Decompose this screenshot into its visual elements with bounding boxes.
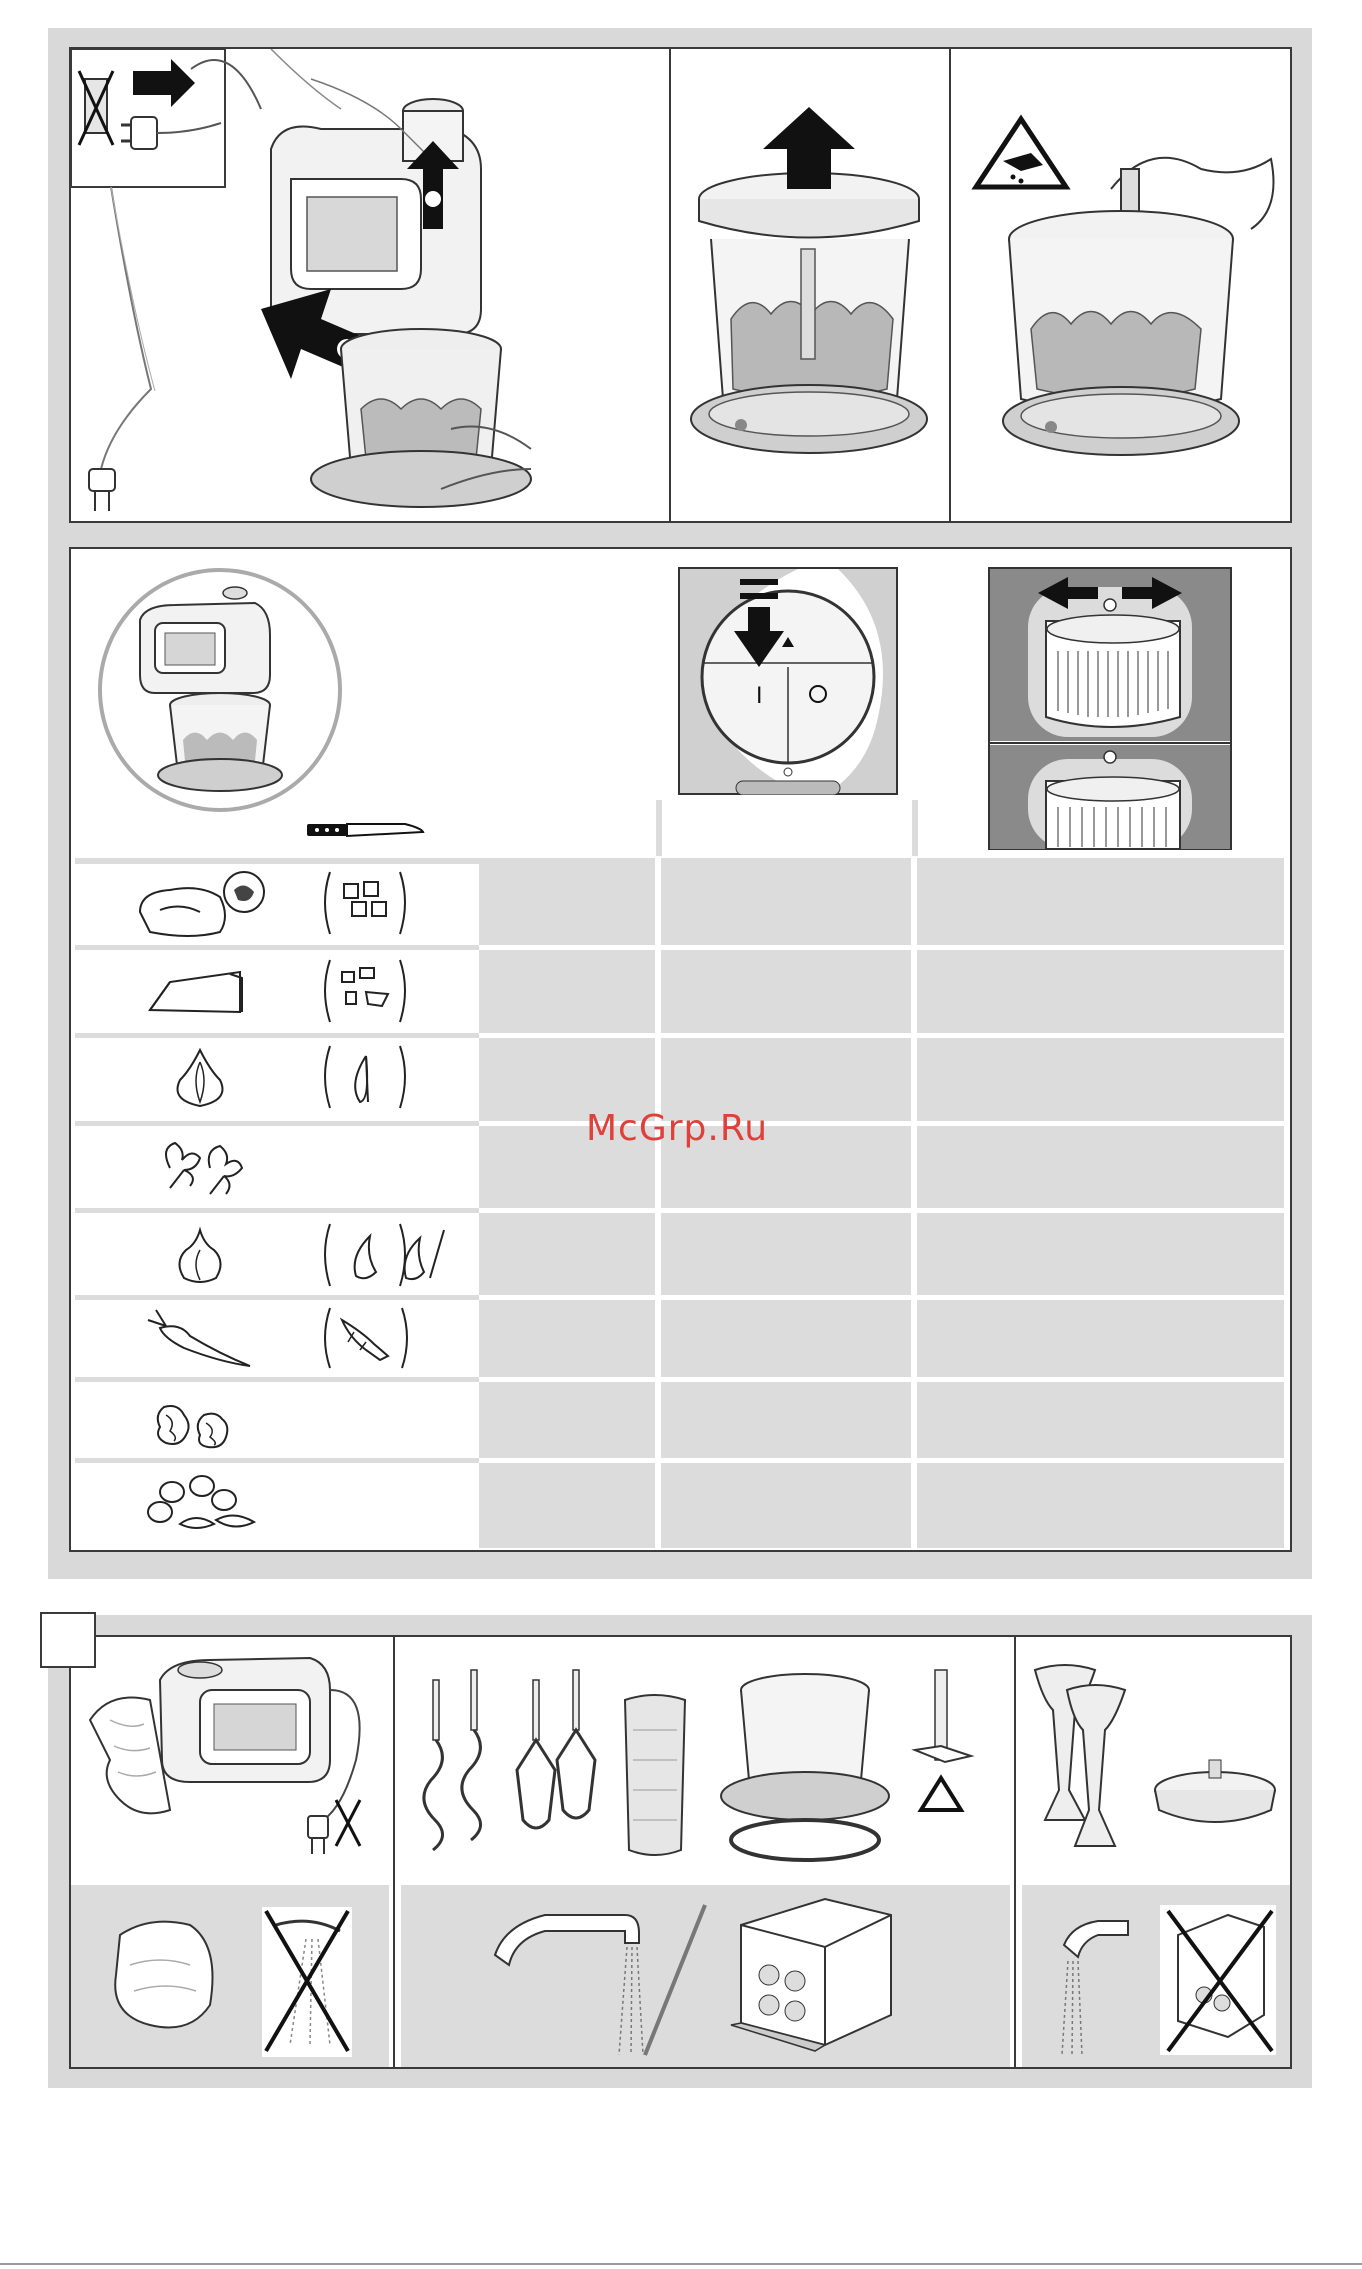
chopper-bowl-icon xyxy=(311,329,531,507)
food-row-sep-7 xyxy=(75,1458,479,1463)
bottom-grey-gap-1 xyxy=(389,1885,401,2067)
step-remove-motor xyxy=(71,49,668,521)
food-row-walnut xyxy=(130,1385,430,1457)
wipe-motor-icon xyxy=(90,1658,360,1854)
step-remove-blade xyxy=(951,49,1290,521)
food-row-sep-1 xyxy=(75,945,479,950)
data-row-sep-5 xyxy=(479,1295,1284,1300)
onion-slice-icon xyxy=(325,1046,405,1108)
watermark-text: McGrp.Ru xyxy=(586,1108,769,1149)
parsley-icon xyxy=(166,1143,242,1194)
step-remove-lid xyxy=(671,49,948,521)
mixer-chopper-icon xyxy=(100,570,340,810)
accessories-icon xyxy=(424,1670,971,1860)
carrot-slices-icon xyxy=(325,1308,407,1368)
data-row-sep-7 xyxy=(479,1458,1284,1463)
data-row-sep-2 xyxy=(479,1033,1284,1038)
speed-control-icon xyxy=(989,568,1231,849)
almond-icon xyxy=(148,1476,254,1528)
tap-small-icon xyxy=(1062,1921,1128,2055)
switch-off-icon xyxy=(679,568,897,795)
onion-icon xyxy=(178,1050,223,1106)
unplug-icon xyxy=(71,49,225,187)
food-row-onion xyxy=(130,1040,430,1120)
carrot-icon xyxy=(148,1310,250,1366)
speed-control-detail xyxy=(988,567,1232,850)
wipe-clean-row xyxy=(90,1895,380,2063)
bottom-grey-gap-2 xyxy=(1010,1885,1022,2067)
cheese-pieces-icon xyxy=(325,960,405,1022)
header-sep-2 xyxy=(912,800,918,856)
switch-detail xyxy=(678,567,898,795)
blade-warning-icon xyxy=(976,119,1066,187)
blender-shaft-icon xyxy=(1035,1665,1275,1846)
accessories-illustration xyxy=(405,1650,1005,1875)
bottom-divider-1b xyxy=(393,1885,395,2069)
food-row-meat xyxy=(130,862,430,944)
mixer-chopper-illustration xyxy=(95,565,345,815)
no-dishwasher-icon xyxy=(1160,1905,1276,2055)
lift-lid-icon xyxy=(691,107,927,453)
data-row-sep-1 xyxy=(479,945,1284,950)
dishwasher-icon xyxy=(731,1899,891,2051)
tap-icon xyxy=(495,1915,643,2055)
remove-blade-icon xyxy=(1003,158,1274,455)
data-row-sep-6 xyxy=(479,1377,1284,1382)
garlic-cut-icon xyxy=(405,1230,444,1279)
food-row-garlic xyxy=(130,1216,460,1296)
knife-header xyxy=(305,818,425,842)
food-row-parsley xyxy=(130,1128,430,1208)
cubes-icon xyxy=(325,872,405,934)
cheese-icon xyxy=(150,972,242,1012)
food-row-carrot xyxy=(130,1302,430,1378)
meat-icon xyxy=(140,872,264,936)
table-vdivider-2 xyxy=(911,858,917,1548)
data-row-sep-4 xyxy=(479,1208,1284,1213)
food-row-almond xyxy=(130,1466,430,1546)
food-row-sep-4 xyxy=(75,1208,479,1213)
bottom-divider-2b xyxy=(1014,1885,1016,2069)
knife-icon xyxy=(307,824,423,836)
food-row-sep-3 xyxy=(75,1121,479,1126)
garlic-icon xyxy=(179,1230,220,1282)
wipe-motor-illustration xyxy=(80,1650,380,1875)
blender-shaft-illustration xyxy=(1025,1650,1287,1875)
svg-text:I: I xyxy=(756,684,763,709)
no-water-icon xyxy=(262,1907,352,2057)
wash-options-row xyxy=(405,1895,1005,2063)
table-vdivider-1 xyxy=(655,858,661,1548)
food-row-cheese xyxy=(130,952,430,1032)
shaft-clean-row xyxy=(1028,1895,1284,2063)
footer-rule xyxy=(0,2263,1362,2265)
header-sep-1 xyxy=(656,800,662,856)
wipe-cloth-icon xyxy=(115,1922,212,2028)
table-data-area xyxy=(479,858,1284,1548)
walnut-icon xyxy=(158,1406,228,1447)
garlic-clove-icon xyxy=(325,1224,405,1286)
food-row-sep-2 xyxy=(75,1033,479,1038)
